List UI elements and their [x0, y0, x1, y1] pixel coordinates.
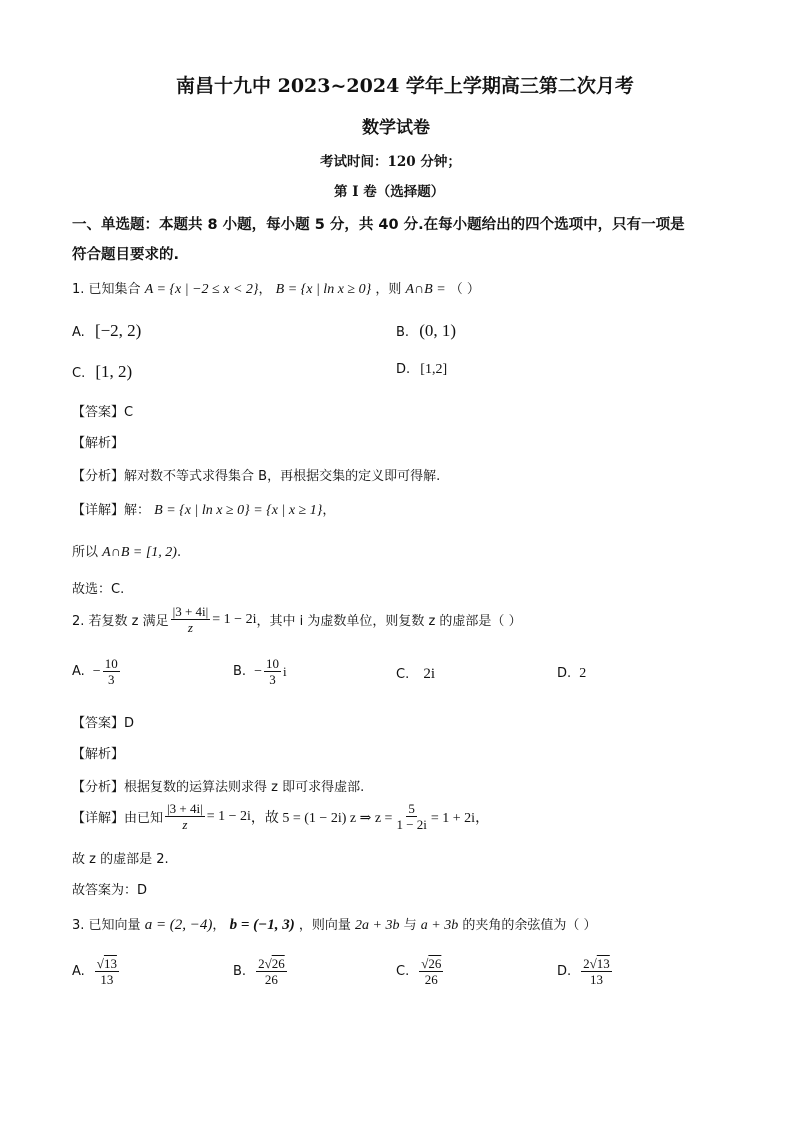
- option-label: B.: [233, 964, 247, 979]
- option-label: B.: [233, 664, 247, 679]
- so-end: .: [176, 545, 182, 560]
- q2-option-d[interactable]: [557, 666, 586, 682]
- q3-prefix: 3. 已知向量: [72, 918, 141, 933]
- q1-option-d[interactable]: [396, 362, 447, 378]
- q1-option-a[interactable]: [72, 321, 141, 341]
- option-fraction: [103, 656, 120, 687]
- q1-set-b: B = {x | ln x ≥ 0}: [275, 282, 372, 297]
- q3-stem: 3. 已知向量 a = (2, −4)， b = (−1, 3) ，则向量 2a + 3b 与 a + 3b 的夹角的余弦值为（ ）: [72, 917, 597, 933]
- detail-fraction: [165, 801, 205, 832]
- q3-vec-a: a = (2, −4): [144, 917, 213, 933]
- option-sign: −: [92, 663, 101, 679]
- detail-label: 【详解】: [72, 503, 125, 518]
- frac-den: z: [187, 620, 193, 635]
- option-fraction: [581, 956, 612, 987]
- option-label: B.: [396, 325, 410, 340]
- detail-prefix: 解：: [124, 503, 151, 518]
- option-value: (0, 1): [419, 321, 457, 340]
- option-fraction: [95, 956, 119, 987]
- detail-prefix: 由已知: [124, 811, 164, 826]
- q1-suffix: ，则: [375, 282, 402, 297]
- q3-suffix: 的夹角的余弦值为（ ）: [462, 918, 597, 933]
- radicand: 26: [271, 956, 285, 971]
- detail-math: B = {x | ln x ≥ 0} = {x | x ≥ 1}: [154, 503, 323, 518]
- option-suffix: i: [282, 663, 287, 679]
- section-heading-cont: 符合题目要求的.: [72, 247, 180, 263]
- q1-analysis-label: 【解析】: [72, 436, 125, 451]
- exam-time: 考试时间：120 分钟；: [320, 154, 461, 170]
- detail-label: 【详解】: [72, 811, 125, 826]
- q1-option-c[interactable]: [72, 362, 132, 382]
- option-label: D.: [396, 362, 411, 377]
- q3-option-b[interactable]: [233, 956, 289, 987]
- fenxi-label: 【分析】: [72, 469, 125, 484]
- page-title: 南昌十九中 2023~2024 学年上学期高三第二次月考: [176, 75, 634, 97]
- option-fraction: [256, 956, 287, 987]
- q1-so: [72, 541, 181, 561]
- q1-ask: A∩B =: [405, 282, 446, 297]
- q2-option-a[interactable]: [72, 656, 122, 687]
- so-math: A∩B = [1, 2): [102, 545, 177, 560]
- detail-end: ，: [322, 503, 336, 518]
- option-label: A.: [72, 664, 85, 679]
- frac-num: |3 + 4i|: [172, 604, 209, 619]
- q3-option-a[interactable]: [72, 956, 121, 987]
- frac-num: √26: [421, 956, 442, 971]
- q2-eq: = 1 − 2i: [212, 611, 257, 627]
- option-value: 2i: [423, 666, 436, 682]
- radicand: 26: [428, 956, 442, 971]
- coef: 2: [258, 956, 265, 971]
- frac-den: 1 − 2i: [396, 817, 427, 832]
- volume-title: 第 I 卷（选择题）: [334, 184, 445, 200]
- q2-suffix: ，其中 i 为虚数单位，则复数 z 的虚部是（ ）: [256, 614, 522, 629]
- answer-label: 【答案】: [72, 716, 125, 731]
- radicand: 13: [596, 956, 610, 971]
- q1-answer: [72, 401, 133, 420]
- section-heading: 一、单选题：本题共 8 小题，每小题 5 分，共 40 分.在每小题给出的四个选项中，只有一项是: [72, 217, 685, 233]
- option-label: C.: [396, 964, 410, 979]
- fenxi-text: 根据复数的运算法则求得 z 即可求得虚部.: [124, 780, 365, 795]
- q2-fenxi: [72, 776, 364, 795]
- q1-prefix: 1. 已知集合: [72, 282, 141, 297]
- q3-expr2: a + 3b: [420, 918, 459, 933]
- fenxi-text: 解对数不等式求得集合 B，再根据交集的定义即可得解.: [124, 469, 441, 484]
- q3-option-c[interactable]: [396, 956, 445, 987]
- q2-line2: 故 z 的虚部是 2.: [72, 852, 169, 867]
- q1-option-b[interactable]: [396, 321, 456, 341]
- frac-num: 2√13: [583, 956, 610, 971]
- q3-vec-b: b = (−1, 3): [229, 917, 295, 933]
- option-label: D.: [557, 964, 572, 979]
- q2-answer: [72, 712, 134, 731]
- option-label: D.: [557, 666, 572, 681]
- q3-expr1: 2a + 3b: [355, 918, 400, 933]
- detail-mid: ，故 5 = (1 − 2i) z ⇒ z =: [250, 810, 393, 826]
- frac-num: 10: [104, 656, 118, 671]
- coef: 2: [583, 956, 590, 971]
- page-subtitle: 数学试卷: [362, 118, 430, 138]
- q1-set-a: A = {x | −2 ≤ x < 2}: [144, 282, 259, 297]
- q2-stem: [72, 604, 522, 635]
- q1-stem: 1. 已知集合 A = {x | −2 ≤ x < 2}， B = {x | ln x ≥ 0} ，则 A∩B = （ ）: [72, 282, 480, 297]
- frac-den: 26: [264, 972, 278, 987]
- option-label: A.: [72, 964, 85, 979]
- detail-eq: = 1 − 2i: [206, 808, 251, 824]
- q2-analysis-label: 【解析】: [72, 747, 125, 762]
- option-sign: −: [254, 663, 262, 679]
- q1-fenxi: [72, 465, 440, 484]
- option-value: [1, 2): [95, 362, 133, 381]
- q2-conclusion: 故答案为：D: [72, 883, 148, 898]
- q1-paren: （ ）: [449, 282, 480, 297]
- q3-option-d[interactable]: [557, 956, 614, 987]
- q3-with: 与: [403, 918, 417, 933]
- q2-detail: [72, 801, 489, 832]
- frac-den: 26: [424, 972, 438, 987]
- q3-mid: ，则向量: [298, 918, 351, 933]
- option-value: 2: [579, 666, 587, 681]
- frac-den: 13: [100, 972, 114, 987]
- so-label: 所以: [72, 545, 99, 560]
- option-label: C.: [72, 366, 86, 381]
- answer-label: 【答案】: [72, 405, 125, 420]
- q2-option-b[interactable]: [233, 656, 287, 687]
- frac-num: 2√26: [258, 956, 285, 971]
- q2-prefix: 2. 若复数 z 满足: [72, 614, 169, 629]
- frac-den: 3: [107, 672, 115, 687]
- option-value: [1,2]: [420, 362, 448, 377]
- option-fraction: [264, 656, 281, 687]
- option-label: A.: [72, 325, 85, 340]
- option-value: [−2, 2): [94, 321, 142, 340]
- q1-detail: [72, 499, 335, 519]
- answer-value: D: [124, 716, 135, 731]
- q2-option-c[interactable]: [396, 666, 435, 683]
- option-label: C.: [396, 667, 410, 682]
- q2-fraction: [171, 604, 211, 635]
- frac-den: 3: [269, 672, 276, 687]
- frac-den: 13: [589, 972, 603, 987]
- frac-num: 5: [408, 801, 415, 816]
- option-fraction: [419, 956, 443, 987]
- frac-num: |3 + 4i|: [167, 801, 203, 816]
- detail-fraction-2: [394, 801, 428, 832]
- frac-den: z: [182, 817, 188, 832]
- fenxi-label: 【分析】: [72, 780, 125, 795]
- q1-conclusion: 故选：C.: [72, 582, 125, 597]
- answer-value: C: [124, 405, 134, 420]
- detail-end: = 1 + 2i，: [430, 810, 490, 826]
- radicand: 13: [103, 956, 117, 971]
- frac-num: √13: [96, 956, 117, 971]
- frac-num: 10: [265, 656, 279, 671]
